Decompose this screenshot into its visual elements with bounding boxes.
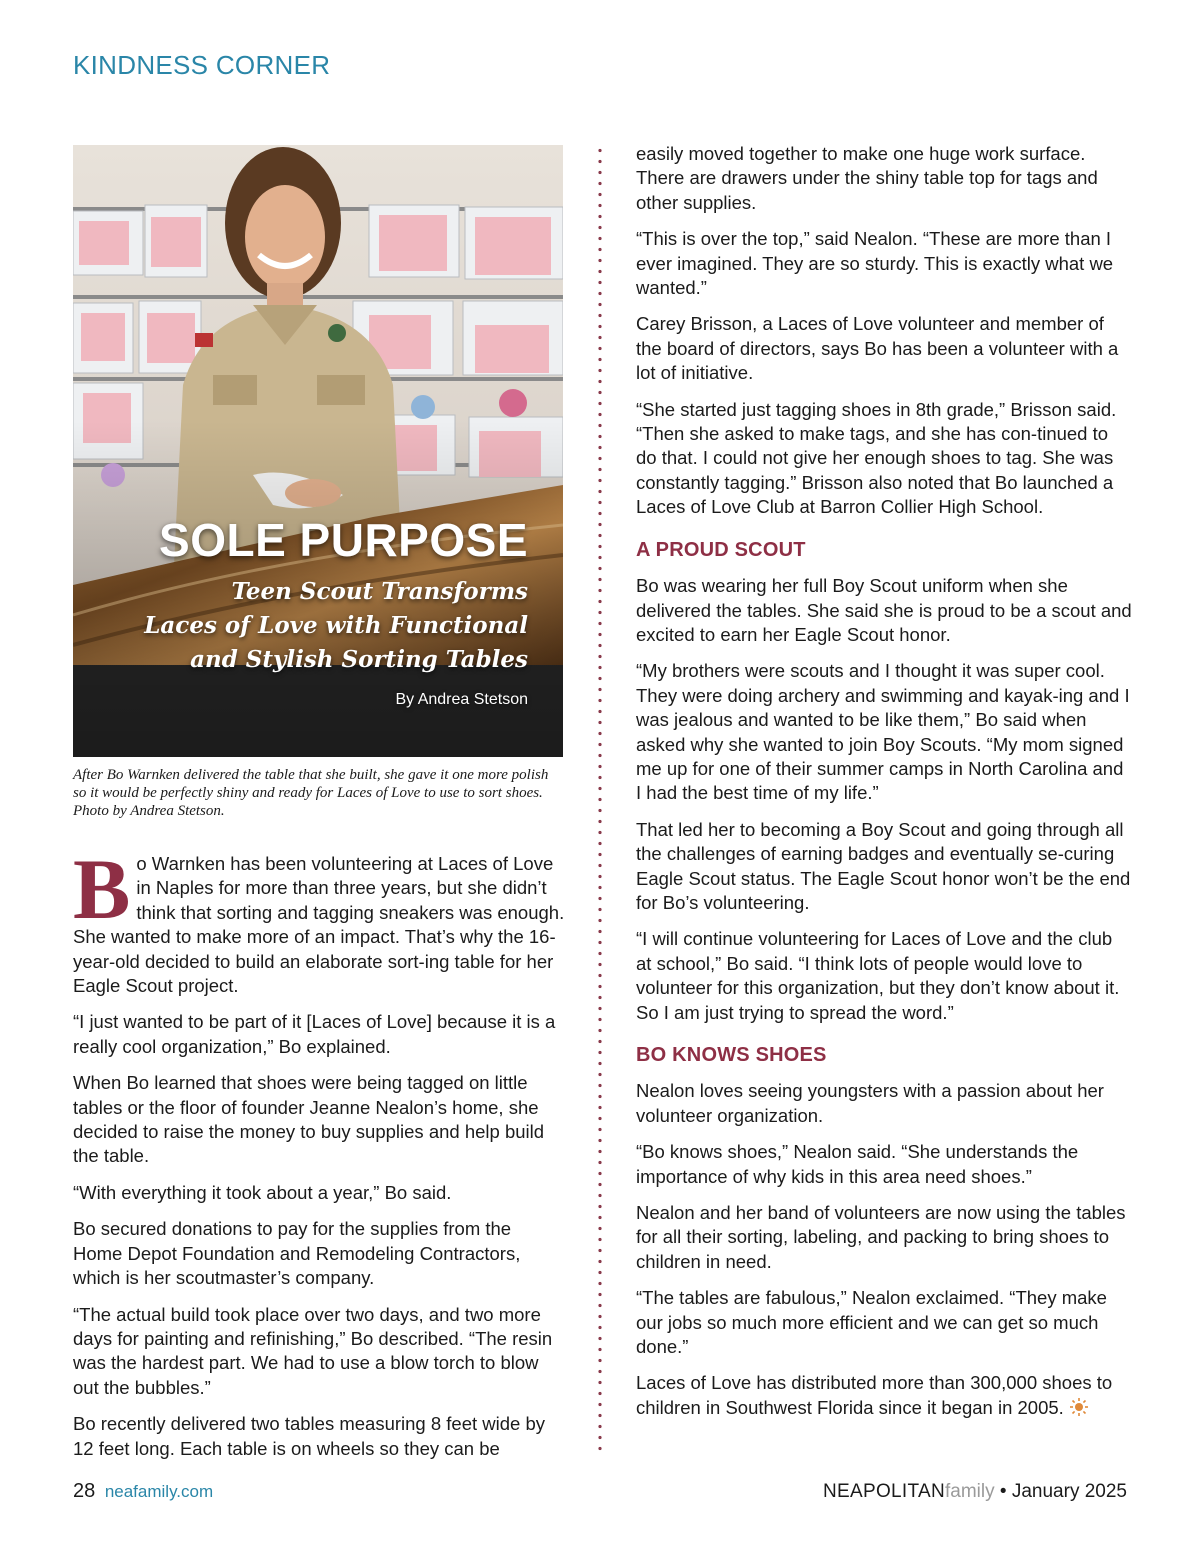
section-subhead-bo-knows-shoes: BO KNOWS SHOES bbox=[636, 1044, 827, 1066]
subhead-line: Laces of Love with Functional bbox=[144, 612, 528, 639]
article-column-right bbox=[636, 142, 1132, 1432]
paragraph: “With everything it took about a year,” Bo said. bbox=[73, 1181, 452, 1203]
paragraph: Nealon loves seeing youngsters with a passion about her volunteer organization. bbox=[636, 1080, 1104, 1126]
footer-separator: • bbox=[994, 1481, 1012, 1502]
page-number: 28 bbox=[73, 1480, 96, 1502]
paragraph: Bo secured donations to pay for the supplies from the Home Depot Foundation and Remodeling Contractors, which is her scoutmaster’s company. bbox=[73, 1218, 521, 1289]
lead-paragraph bbox=[73, 841, 565, 998]
article-column-left bbox=[73, 841, 565, 1473]
paragraph: Nealon and her band of volunteers are now using the tables for all their sorting, labeling, and packing to bring shoes to children in need. bbox=[636, 1202, 1126, 1272]
paragraph: “I just wanted to be part of it [Laces of Love] because it is a really cool organization,” Bo explained. bbox=[73, 1011, 556, 1057]
article-subhead bbox=[144, 575, 528, 677]
site-link[interactable]: neafamily.com bbox=[104, 1482, 214, 1501]
closing-paragraph bbox=[636, 1371, 1132, 1420]
subhead-line: and Stylish Sorting Tables bbox=[190, 646, 528, 673]
footer-right bbox=[823, 1481, 1127, 1503]
paragraph: “I will continue volunteering for Laces of Love and the club at school,” Bo said. “I think lots of people would love to volunteer for this organization, but they don’t know about it. So I am just trying to spread the word.” bbox=[636, 928, 1120, 1023]
section-label: KINDNESS CORNER bbox=[73, 50, 331, 80]
paragraph: “She started just tagging shoes in 8th grade,” Brisson said. “Then she asked to make tags, and she has con-tinued to do that. I could not give her enough shoes to tag. She was constantly tagging.” Brisson also noted that Bo launched a Laces of Love Club at Barron Collier High School. bbox=[636, 398, 1117, 518]
headline-block bbox=[144, 513, 528, 709]
paragraph: Bo recently delivered two tables measuring 8 feet wide by 12 feet long. Each table is on wheels so they can be bbox=[73, 1413, 546, 1459]
footer-left bbox=[73, 1480, 213, 1503]
column-divider bbox=[598, 145, 602, 1455]
paragraph: That led her to becoming a Boy Scout and going through all the challenges of earning badges and eventually se-curing Eagle Scout status. The Eagle Scout honor won’t be the end for Bo’s volunteering. bbox=[636, 818, 1131, 913]
paragraph: easily moved together to make one huge work surface. There are drawers under the shiny table top for tags and other supplies. bbox=[636, 143, 1098, 213]
issue-date: January 2025 bbox=[1011, 1481, 1127, 1502]
article-photo bbox=[73, 145, 563, 757]
byline: By Andrea Stetson bbox=[395, 691, 528, 708]
paragraph: “The actual build took place over two days, and two more days for painting and refinishing,” Bo described. “The resin was the hardest part. We had to use a blow torch to blow out the bubbles.” bbox=[73, 1303, 553, 1398]
paragraph: Bo was wearing her full Boy Scout uniform when she delivered the tables. She said she is proud to be a scout and excited to earn her Eagle Scout honor. bbox=[636, 575, 1132, 645]
paragraph: “The tables are fabulous,” Nealon exclaimed. “They make our jobs so much more efficient and we can get so much done.” bbox=[636, 1287, 1107, 1358]
lead-text: o Warnken has been volunteering at Laces of Love in Naples for more than three years, but she didn’t think that sorting and tagging sneakers was enough. She wanted to make more of an impact. That’s why the 16-year-old decided to build an elaborate sort-ing table for her Eagle Scout project. bbox=[73, 853, 565, 997]
paragraph: “My brothers were scouts and I thought it was super cool. They were doing archery and swimming and kayak-ing and I was jealous and wanted to be like them,” Bo said when asked why she wanted to join Boy Scouts. “My mom signed me up for one of their summer camps in North Carolina and I had the best time of my life.” bbox=[636, 660, 1130, 804]
paragraph: When Bo learned that shoes were being tagged on little tables or the floor of founder Jeanne Nealon’s home, she decided to raise the money to buy supplies and help build the table. bbox=[73, 1072, 545, 1167]
magazine-name: NEAPOLITAN bbox=[823, 1481, 945, 1502]
drop-cap: B bbox=[73, 841, 131, 937]
magazine-name-suffix: family bbox=[945, 1481, 995, 1502]
section-subhead-proud-scout: A PROUD SCOUT bbox=[636, 538, 806, 561]
paragraph: Carey Brisson, a Laces of Love volunteer and member of the board of directors, says Bo has been a volunteer with a lot of initiative. bbox=[636, 313, 1119, 384]
subhead-line: Teen Scout Transforms bbox=[231, 578, 528, 605]
photo-caption: After Bo Warnken delivered the table that she built, she gave it one more polish so it would be perfectly shiny and ready for Laces of Love to use to sort shoes. Photo by Andrea Stetson. bbox=[73, 767, 549, 819]
paragraph: “Bo knows shoes,” Nealon said. “She understands the importance of why kids in this area need shoes.” bbox=[636, 1141, 1079, 1187]
article-headline: SOLE PURPOSE bbox=[159, 514, 528, 566]
paragraph: “This is over the top,” said Nealon. “These are more than I ever imagined. They are so sturdy. This is exactly what we wanted.” bbox=[636, 228, 1114, 299]
sun-icon bbox=[1069, 1397, 1089, 1417]
closing-text: Laces of Love has distributed more than 300,000 shoes to children in Southwest Florida since it began in 2005. bbox=[636, 1372, 1113, 1418]
